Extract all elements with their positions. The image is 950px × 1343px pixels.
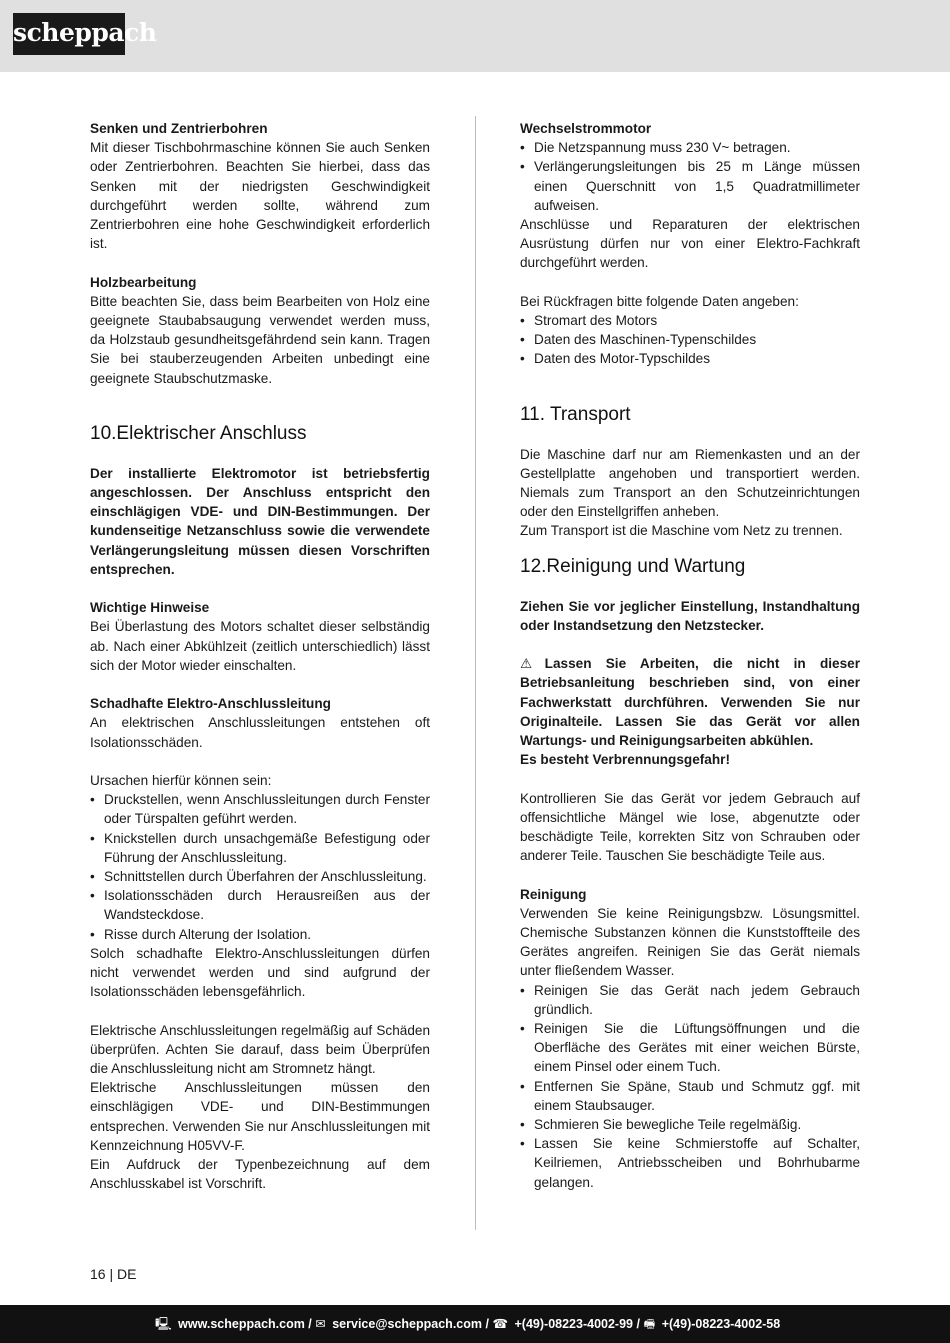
- intro-elektrischer-anschluss: Der installierte Elektromotor ist betriebsfertig angeschlossen. Der Anschluss entspricht den einschlägigen VDE- und DIN-Bestimmungen. Der kundenseitige Netzanschluss sowie die verwendete Verlängerungsleitung müssen diesen Vorschriften entsprechen.: [90, 465, 430, 577]
- page-number: 16 | DE: [90, 1266, 137, 1282]
- paragraph-senken: Mit dieser Tischbohrmaschine können Sie auch Senken oder Zentrierbohren. Beachten Sie hierbei, dass das Senken mit der niedrigsten Geschwindigkeit durchgeführt werden sollte, während zum Zentrierbohren eine hohe Geschwindigkeit erforderlich ist.: [90, 140, 430, 252]
- page-header: [0, 0, 950, 72]
- brand-logo: scheppach: [13, 13, 125, 55]
- computer-icon: 🖳: [155, 1317, 172, 1331]
- website-link[interactable]: www.scheppach.com /: [178, 1317, 312, 1331]
- rueckfragen-list: [520, 311, 860, 369]
- list-item: • Schnittstellen durch Überfahren der Anschlussleitung.: [90, 867, 430, 886]
- list-item: • Verlängerungsleitungen bis 25 m Länge müssen einen Querschnitt von 1,5 Quadratmillimeter aufweisen.: [520, 157, 860, 215]
- warning-burn: Es besteht Verbrennungsgefahr!: [520, 752, 730, 768]
- ursachen-list: [90, 790, 430, 944]
- email-link[interactable]: service@scheppach.com /: [332, 1317, 489, 1331]
- list-item: • Knickstellen durch unsachgemäße Befestigung oder Führung der Anschlussleitung.: [90, 829, 430, 867]
- warning-paragraph: ⚠ Lassen Sie Arbeiten, die nicht in dieser Betriebsanleitung beschrieben sind, von einer Fachwerkstatt durchführen. Verwenden Sie nur Originalteile. Lassen Sie das Gerät vor allen Wartungs- und Reinigungsarbeiten abkühlen.: [520, 656, 860, 749]
- fax-icon: 🖷: [643, 1317, 656, 1331]
- section-title-12: 12.Reinigung und Wartung: [520, 555, 746, 577]
- list-item: • Daten des Motor-Typschildes: [520, 349, 860, 368]
- list-item: • Die Netzspannung muss 230 V~ betragen.: [520, 138, 860, 157]
- ursachen-intro: Ursachen hierfür können sein:: [90, 773, 272, 789]
- paragraph-aufdruck: Ein Aufdruck der Typenbezeichnung auf dem Anschlusskabel ist Vorschrift.: [90, 1157, 430, 1192]
- paragraph-reinigung: Verwenden Sie keine Reinigungsbzw. Lösungsmittel. Chemische Substanzen können die Kunststoffteile des Gerätes angreifen. Reinigen Sie das Gerät niemals unter fließendem Wasser.: [520, 905, 860, 979]
- phone-icon: ☎: [492, 1317, 509, 1331]
- paragraph-wichtige-hinweise: Bei Überlastung des Motors schaltet dieser selbständig ab. Nach einer Abkühlzeit (zeitlich unterschiedlich) lässt sich der Motor wieder einschalten.: [90, 619, 430, 673]
- list-item: • Schmieren Sie bewegliche Teile regelmäßig.: [520, 1115, 860, 1134]
- fax-number: +(49)-08223-4002-58: [661, 1317, 781, 1331]
- section-title-11: 11. Transport: [520, 403, 631, 425]
- ursachen-outro: Solch schadhafte Elektro-Anschlussleitungen dürfen nicht verwendet werden und sind aufgrund der Isolationsschäden lebensgefährlich.: [90, 945, 430, 1000]
- list-item: • Reinigen Sie die Lüftungsöffnungen und die Oberfläche des Gerätes mit einer weichen Bürste, einem Pinsel oder einem Tuch.: [520, 1019, 860, 1077]
- phone-number: +(49)-08223-4002-99 /: [514, 1317, 640, 1331]
- list-item: • Reinigen Sie das Gerät nach jedem Gebrauch gründlich.: [520, 981, 860, 1019]
- rueckfragen-intro: Bei Rückfragen bitte folgende Daten angeben:: [520, 293, 799, 309]
- paragraph-holzbearbeitung: Bitte beachten Sie, dass beim Bearbeiten von Holz eine geeignete Staubabsaugung verwendet werden muss, da Holzstaub gesundheitsgefährdend sein kann. Tragen Sie bei stauberzeugenden Arbeiten unbedingt eine geeignete Staubschutzmaske.: [90, 293, 430, 386]
- list-item: • Risse durch Alterung der Isolation.: [90, 925, 430, 944]
- list-item: • Lassen Sie keine Schmierstoffe auf Schalter, Keilriemen, Antriebsscheiben und Bohrhubarme gelangen.: [520, 1134, 860, 1192]
- heading-reinigung: Reinigung: [520, 886, 587, 902]
- intro-reinigung-wartung: Ziehen Sie vor jeglicher Einstellung, Instandhaltung oder Instandsetzung den Netzstecker.: [520, 598, 860, 633]
- paragraph-pruefen: Elektrische Anschlussleitungen regelmäßig auf Schäden überprüfen. Achten Sie darauf, dass beim Überprüfen die Anschlussleitung nicht am Stromnetz hängt.: [90, 1022, 430, 1077]
- paragraph-transport-netz: Zum Transport ist die Maschine vom Netz zu trennen.: [520, 523, 843, 539]
- column-divider: [475, 116, 476, 1230]
- paragraph-vde-din: Elektrische Anschlussleitungen müssen den einschlägigen VDE- und DIN-Bestimmungen entsprechen. Verwenden Sie nur Anschlussleitungen mit Kennzeichnung H05VV-F.: [90, 1080, 430, 1153]
- mail-icon: ✉: [315, 1317, 326, 1331]
- heading-senken: Senken und Zentrierbohren: [90, 121, 268, 136]
- list-item: • Stromart des Motors: [520, 311, 860, 330]
- section-title-10: 10.Elektrischer Anschluss: [90, 422, 307, 444]
- list-item: • Daten des Maschinen-Typenschildes: [520, 330, 860, 349]
- list-item: • Druckstellen, wenn Anschlussleitungen durch Fenster oder Türspalten geführt werden.: [90, 790, 430, 828]
- contact-footer: [0, 1305, 950, 1343]
- right-column: [520, 119, 860, 1192]
- paragraph-kontrolle: Kontrollieren Sie das Gerät vor jedem Gebrauch auf offensichtliche Mängel wie lose, abgenutzte oder beschädigte Teile, korrekten Sitz von Schrauben oder anderer Teile. Tauschen Sie beschädigte Teile aus.: [520, 790, 860, 864]
- list-item: • Entfernen Sie Späne, Staub und Schmutz ggf. mit einem Staubsauger.: [520, 1077, 860, 1115]
- list-item: • Isolationsschäden durch Herausreißen aus der Wandsteckdose.: [90, 886, 430, 924]
- paragraph-schadhafte-leitung: An elektrischen Anschlussleitungen entstehen oft Isolationsschäden.: [90, 715, 430, 750]
- heading-holzbearbeitung: Holzbearbeitung: [90, 274, 197, 290]
- reinigung-list: [520, 981, 860, 1192]
- warning-triangle-icon: ⚠: [520, 656, 543, 672]
- paragraph-anschluesse: Anschlüsse und Reparaturen der elektrischen Ausrüstung dürfen nur von einer Elektro-Fachkraft durchgeführt werden.: [520, 217, 860, 271]
- paragraph-transport: Die Maschine darf nur am Riemenkasten und an der Gestellplatte angehoben und transportiert werden. Niemals zum Transport an den Schutzeinrichtungen oder den Einstellgriffen anheben.: [520, 446, 860, 520]
- heading-wichtige-hinweise: Wichtige Hinweise: [90, 600, 210, 616]
- wechselstrom-list: [520, 138, 860, 215]
- heading-wechselstrommotor: Wechselstrommotor: [520, 121, 652, 136]
- heading-schadhafte-leitung: Schadhafte Elektro-Anschlussleitung: [90, 696, 331, 712]
- left-column: [90, 119, 430, 1193]
